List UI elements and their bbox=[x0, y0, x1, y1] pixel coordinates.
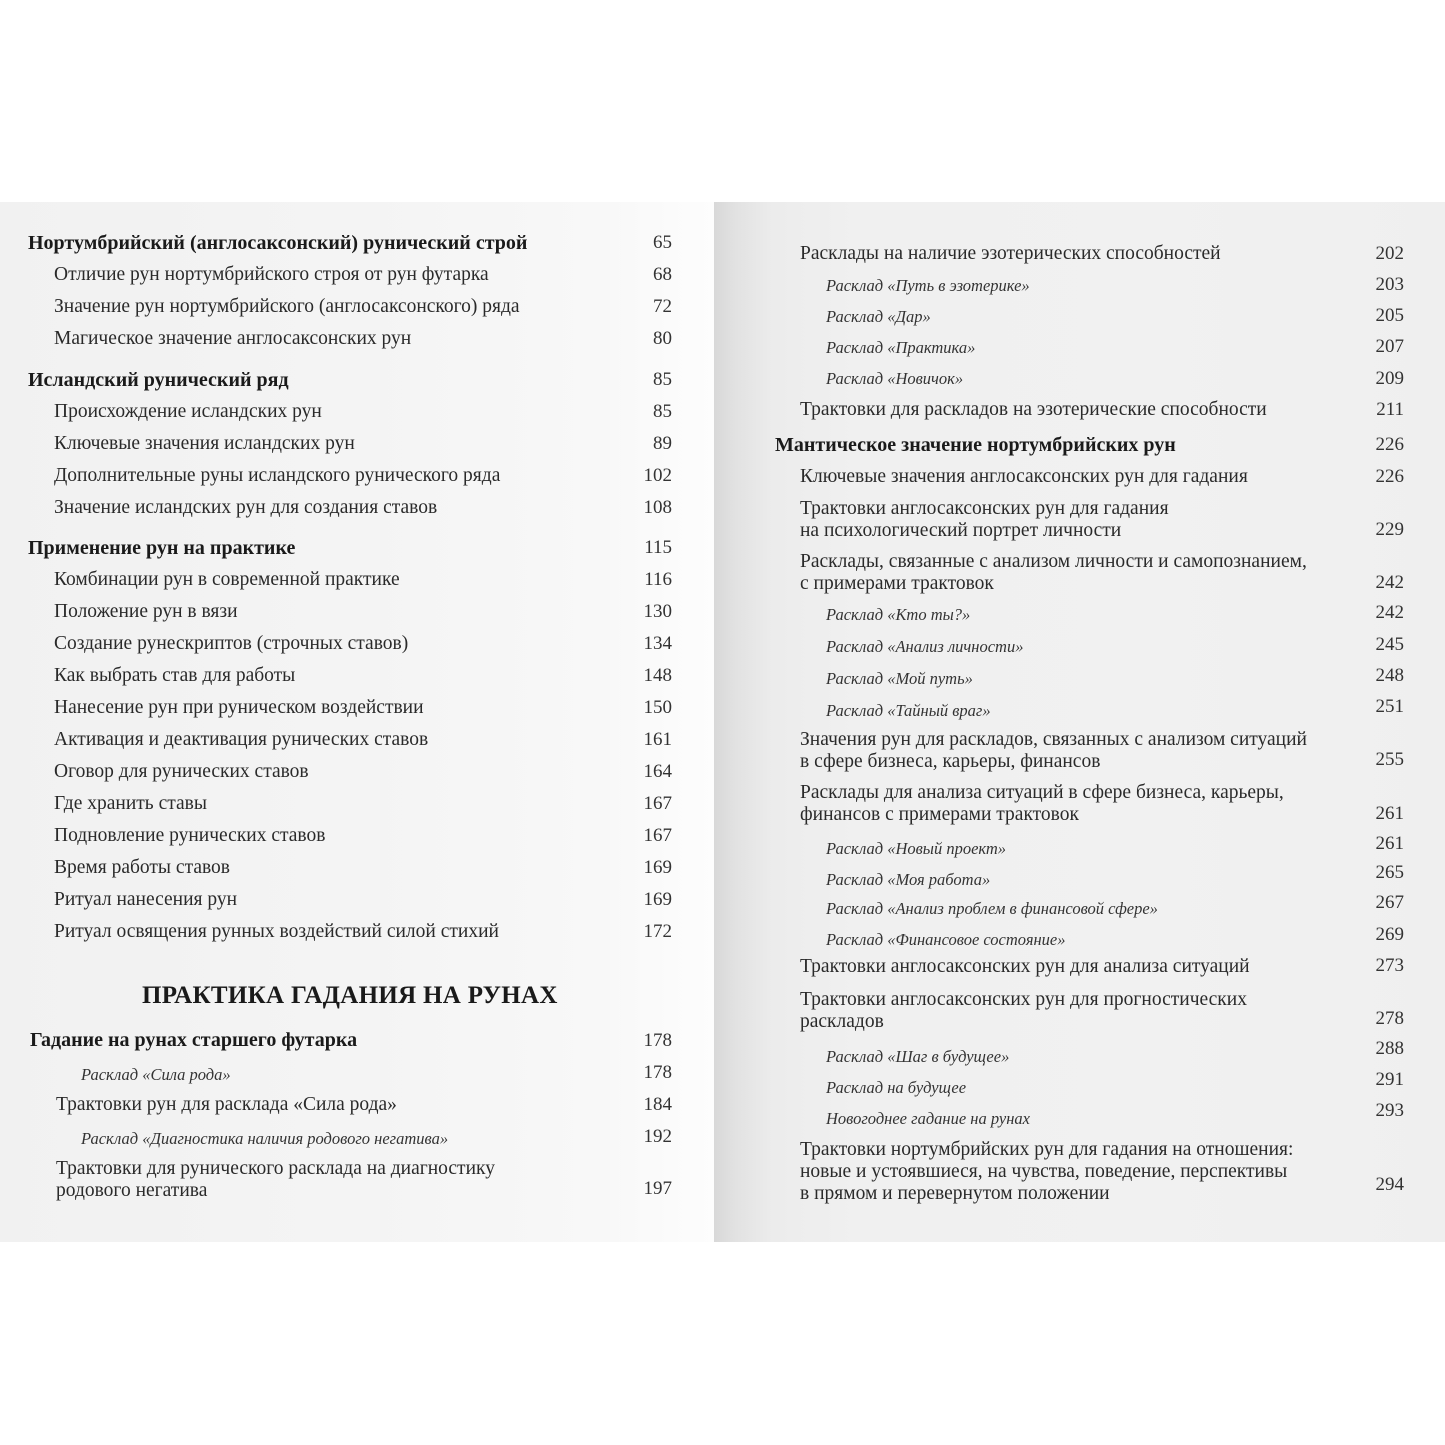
toc-entry-title: Расклады для анализа ситуаций в сфере бизнеса, карьеры, bbox=[800, 782, 1284, 803]
toc-entry bbox=[81, 1064, 231, 1086]
toc-page-number: 278 bbox=[1375, 1008, 1404, 1029]
toc-page-number: 207 bbox=[1375, 336, 1404, 357]
toc-page-number: 267 bbox=[1375, 892, 1404, 913]
toc-entry-title: Подновление рунических ставов bbox=[54, 825, 326, 846]
toc-entry-title: Значения рун для раскладов, связанных с анализом ситуаций bbox=[800, 729, 1307, 750]
toc-entry bbox=[54, 729, 428, 751]
toc-entry bbox=[775, 434, 1176, 456]
toc-page-number: 202 bbox=[1375, 243, 1404, 264]
toc-entry bbox=[826, 869, 990, 891]
toc-entry bbox=[54, 793, 207, 815]
toc-entry-title-cont: финансов с примерами трактовок bbox=[800, 804, 1079, 825]
toc-entry-title: Трактовки англосаксонских рун для гадания bbox=[800, 498, 1169, 519]
toc-page-number: 172 bbox=[643, 921, 672, 942]
toc-entry bbox=[826, 1077, 966, 1099]
toc-page-number: 273 bbox=[1375, 955, 1404, 976]
toc-entry bbox=[81, 1128, 448, 1150]
toc-entry-title: Расклад «Дар» bbox=[826, 307, 931, 326]
toc-entry-title-cont: раскладов bbox=[800, 1011, 884, 1032]
toc-entry-title: Новогоднее гадание на рунах bbox=[826, 1109, 1030, 1128]
toc-entry bbox=[54, 465, 500, 487]
right-page bbox=[714, 202, 1445, 1242]
toc-entry-title: Отличие рун нортумбрийского строя от рун футарка bbox=[54, 264, 489, 285]
toc-entry bbox=[800, 989, 1247, 1033]
toc-entry bbox=[826, 604, 970, 626]
toc-entry-title-cont: в сфере бизнеса, карьеры, финансов bbox=[800, 751, 1101, 772]
toc-entry-title: Как выбрать став для работы bbox=[54, 665, 296, 686]
toc-page-number: 242 bbox=[1375, 602, 1404, 623]
toc-page-number: 192 bbox=[643, 1126, 672, 1147]
toc-page-number: 167 bbox=[643, 825, 672, 846]
toc-entry-title-cont: с примерами трактовок bbox=[800, 573, 994, 594]
toc-page-number: 261 bbox=[1375, 803, 1404, 824]
toc-entry-title: Трактовки рун для расклада «Сила рода» bbox=[56, 1094, 397, 1115]
toc-entry bbox=[800, 729, 1307, 773]
toc-page-number: 161 bbox=[643, 729, 672, 750]
toc-entry-title: Расклад «Тайный враг» bbox=[826, 701, 991, 720]
toc-entry bbox=[54, 857, 230, 879]
toc-page-number: 291 bbox=[1375, 1069, 1404, 1090]
toc-page-number: 169 bbox=[643, 857, 672, 878]
toc-page-number: 209 bbox=[1375, 368, 1404, 389]
toc-page-number: 116 bbox=[644, 569, 672, 590]
toc-entry-title: Расклад на будущее bbox=[826, 1078, 967, 1097]
toc-entry bbox=[800, 1139, 1293, 1205]
toc-entry bbox=[800, 466, 1248, 488]
toc-page-number: 89 bbox=[653, 433, 672, 454]
toc-page-number: 115 bbox=[644, 537, 672, 558]
toc-entry-title: Значение исландских рун для создания ставов bbox=[54, 497, 438, 518]
toc-entry-title: Расклад «Шаг в будущее» bbox=[826, 1047, 1010, 1066]
toc-page-number: 108 bbox=[643, 497, 672, 518]
toc-entry-title: Дополнительные руны исландского рунического ряда bbox=[54, 465, 501, 486]
book-spread bbox=[0, 202, 1445, 1242]
toc-entry bbox=[826, 929, 1066, 951]
toc-page-number: 288 bbox=[1375, 1038, 1404, 1059]
toc-entry bbox=[826, 838, 1006, 860]
toc-entry-title: Расклад «Диагностика наличия родового негатива» bbox=[81, 1129, 449, 1148]
toc-entry bbox=[826, 1108, 1030, 1130]
toc-page-number: 245 bbox=[1375, 634, 1404, 655]
toc-entry bbox=[56, 1158, 495, 1202]
toc-page-number: 68 bbox=[653, 264, 672, 285]
toc-page-number: 167 bbox=[643, 793, 672, 814]
toc-entry bbox=[54, 401, 322, 423]
toc-entry-title: Трактовки для раскладов на эзотерические способности bbox=[800, 399, 1267, 420]
toc-entry-title-cont: на психологический портрет личности bbox=[800, 520, 1122, 541]
toc-page-number: 130 bbox=[643, 601, 672, 622]
left-page bbox=[0, 202, 714, 1242]
toc-entry-title: Положение рун в вязи bbox=[54, 601, 238, 622]
toc-page-number: 255 bbox=[1375, 749, 1404, 770]
toc-page-number: 293 bbox=[1375, 1100, 1404, 1121]
toc-entry-title: Гадание на рунах старшего футарка bbox=[30, 1029, 358, 1051]
toc-entry bbox=[54, 433, 355, 455]
toc-entry bbox=[54, 296, 520, 318]
toc-entry bbox=[826, 306, 931, 328]
toc-entry-title: Расклады, связанные с анализом личности и самопознанием, bbox=[800, 551, 1307, 572]
toc-page-number: 261 bbox=[1375, 833, 1404, 854]
toc-page-number: 65 bbox=[653, 232, 672, 253]
toc-entry bbox=[800, 782, 1284, 826]
toc-entry bbox=[826, 700, 991, 722]
toc-entry bbox=[54, 569, 400, 591]
toc-page-number: 184 bbox=[643, 1094, 672, 1115]
toc-entry-title: Расклад «Новичок» bbox=[826, 369, 964, 388]
toc-entry-title: Активация и деактивация рунических ставов bbox=[54, 729, 429, 750]
toc-entry-title: Расклад «Новый проект» bbox=[826, 839, 1007, 858]
toc-page-number: 85 bbox=[653, 401, 672, 422]
toc-page-number: 251 bbox=[1375, 696, 1404, 717]
toc-page-number: 150 bbox=[643, 697, 672, 718]
toc-entry bbox=[800, 243, 1221, 265]
toc-entry-title: Нортумбрийский (англосаксонский) рунический строй bbox=[28, 232, 528, 254]
toc-entry-title: Ритуал освящения рунных воздействий силой стихий bbox=[54, 921, 499, 942]
toc-page-number: 248 bbox=[1375, 665, 1404, 686]
toc-entry-title: Значение рун нортумбрийского (англосаксонского) ряда bbox=[54, 296, 520, 317]
toc-entry bbox=[54, 328, 411, 350]
toc-entry bbox=[56, 1094, 397, 1116]
toc-page-number: 294 bbox=[1375, 1174, 1404, 1195]
toc-entry-title: Расклады на наличие эзотерических способностей bbox=[800, 243, 1221, 264]
toc-entry-title: Создание рунескриптов (строчных ставов) bbox=[54, 633, 409, 654]
toc-entry bbox=[54, 665, 295, 687]
toc-entry bbox=[54, 825, 325, 847]
toc-entry-title: Расклад «Анализ личности» bbox=[826, 637, 1024, 656]
toc-page-number: 102 bbox=[643, 465, 672, 486]
toc-entry bbox=[54, 497, 437, 519]
toc-entry-title: Применение рун на практике bbox=[28, 537, 296, 559]
toc-entry bbox=[54, 697, 424, 719]
toc-entry-title: Ритуал нанесения рун bbox=[54, 889, 238, 910]
toc-entry-title: Расклад «Кто ты?» bbox=[826, 605, 971, 624]
toc-page-number: 205 bbox=[1375, 305, 1404, 326]
toc-entry-title: Трактовки англосаксонских рун для анализа ситуаций bbox=[800, 956, 1250, 977]
toc-page-number: 72 bbox=[653, 296, 672, 317]
toc-page-number: 242 bbox=[1375, 572, 1404, 593]
toc-entry bbox=[826, 368, 963, 390]
toc-entry-title: Трактовки для рунического расклада на диагностику bbox=[56, 1158, 495, 1179]
toc-page-number: 85 bbox=[653, 369, 672, 390]
toc-page-number: 148 bbox=[643, 665, 672, 686]
toc-page-number: 164 bbox=[643, 761, 672, 782]
toc-entry-title-cont: в прямом и перевернутом положении bbox=[800, 1183, 1110, 1204]
toc-entry-title: Расклад «Практика» bbox=[826, 338, 976, 357]
toc-page-number: 229 bbox=[1375, 519, 1404, 540]
toc-entry-title: Исландский рунический ряд bbox=[28, 369, 289, 391]
toc-entry bbox=[826, 898, 1158, 920]
toc-entry-title: Расклад «Финансовое состояние» bbox=[826, 930, 1066, 949]
toc-entry bbox=[800, 498, 1169, 542]
toc-entry bbox=[30, 1029, 357, 1051]
toc-entry bbox=[54, 889, 237, 911]
toc-entry bbox=[826, 1046, 1009, 1068]
toc-entry-title: Комбинации рун в современной практике bbox=[54, 569, 400, 590]
toc-entry-title: Расклад «Моя работа» bbox=[826, 870, 991, 889]
toc-entry-title: Ключевые значения англосаксонских рун для гадания bbox=[800, 466, 1248, 487]
section-heading: ПРАКТИКА ГАДАНИЯ НА РУНАХ bbox=[142, 982, 558, 1009]
toc-entry bbox=[54, 633, 408, 655]
toc-entry-title: Магическое значение англосаксонских рун bbox=[54, 328, 412, 349]
toc-page-number: 265 bbox=[1375, 862, 1404, 883]
toc-entry-title: Время работы ставов bbox=[54, 857, 231, 878]
toc-entry-title: Расклад «Анализ проблем в финансовой сфере» bbox=[826, 899, 1158, 918]
toc-page-number: 134 bbox=[643, 633, 672, 654]
toc-page-number: 178 bbox=[643, 1062, 672, 1083]
toc-entry bbox=[800, 399, 1267, 421]
toc-entry bbox=[800, 956, 1250, 978]
toc-entry-title-cont: новые и устоявшиеся, на чувства, поведение, перспективы bbox=[800, 1161, 1288, 1182]
toc-page-number: 169 bbox=[643, 889, 672, 910]
toc-entry bbox=[800, 551, 1307, 595]
toc-entry-title: Расклад «Сила рода» bbox=[81, 1065, 231, 1084]
toc-page-number: 211 bbox=[1376, 399, 1404, 420]
toc-page-number: 178 bbox=[643, 1030, 672, 1051]
toc-page-number: 226 bbox=[1375, 466, 1404, 487]
toc-page-number: 80 bbox=[653, 328, 672, 349]
toc-entry bbox=[54, 761, 309, 783]
toc-entry-title: Расклад «Мой путь» bbox=[826, 669, 973, 688]
toc-entry bbox=[826, 337, 975, 359]
toc-entry-title: Где хранить ставы bbox=[54, 793, 207, 814]
toc-entry bbox=[54, 601, 238, 623]
toc-entry-title: Трактовки англосаксонских рун для прогностических bbox=[800, 989, 1247, 1010]
toc-entry-title: Оговор для рунических ставов bbox=[54, 761, 309, 782]
toc-entry bbox=[28, 369, 289, 391]
toc-entry-title-cont: родового негатива bbox=[56, 1180, 208, 1201]
toc-entry bbox=[826, 668, 973, 690]
toc-entry-title: Расклад «Путь в эзотерике» bbox=[826, 276, 1030, 295]
toc-entry-title: Нанесение рун при руническом воздействии bbox=[54, 697, 424, 718]
toc-entry-title: Происхождение исландских рун bbox=[54, 401, 322, 422]
toc-entry-title: Трактовки нортумбрийских рун для гадания на отношения: bbox=[800, 1139, 1294, 1160]
toc-entry bbox=[826, 636, 1023, 658]
toc-page-number: 203 bbox=[1375, 274, 1404, 295]
toc-entry-title: Ключевые значения исландских рун bbox=[54, 433, 355, 454]
toc-entry bbox=[28, 232, 527, 254]
toc-page-number: 269 bbox=[1375, 924, 1404, 945]
toc-entry bbox=[54, 921, 499, 943]
toc-page-number: 197 bbox=[643, 1178, 672, 1199]
toc-entry bbox=[54, 264, 489, 286]
toc-entry bbox=[826, 275, 1030, 297]
toc-entry bbox=[28, 537, 295, 559]
toc-page-number: 226 bbox=[1375, 434, 1404, 455]
toc-entry-title: Мантическое значение нортумбрийских рун bbox=[775, 434, 1176, 456]
